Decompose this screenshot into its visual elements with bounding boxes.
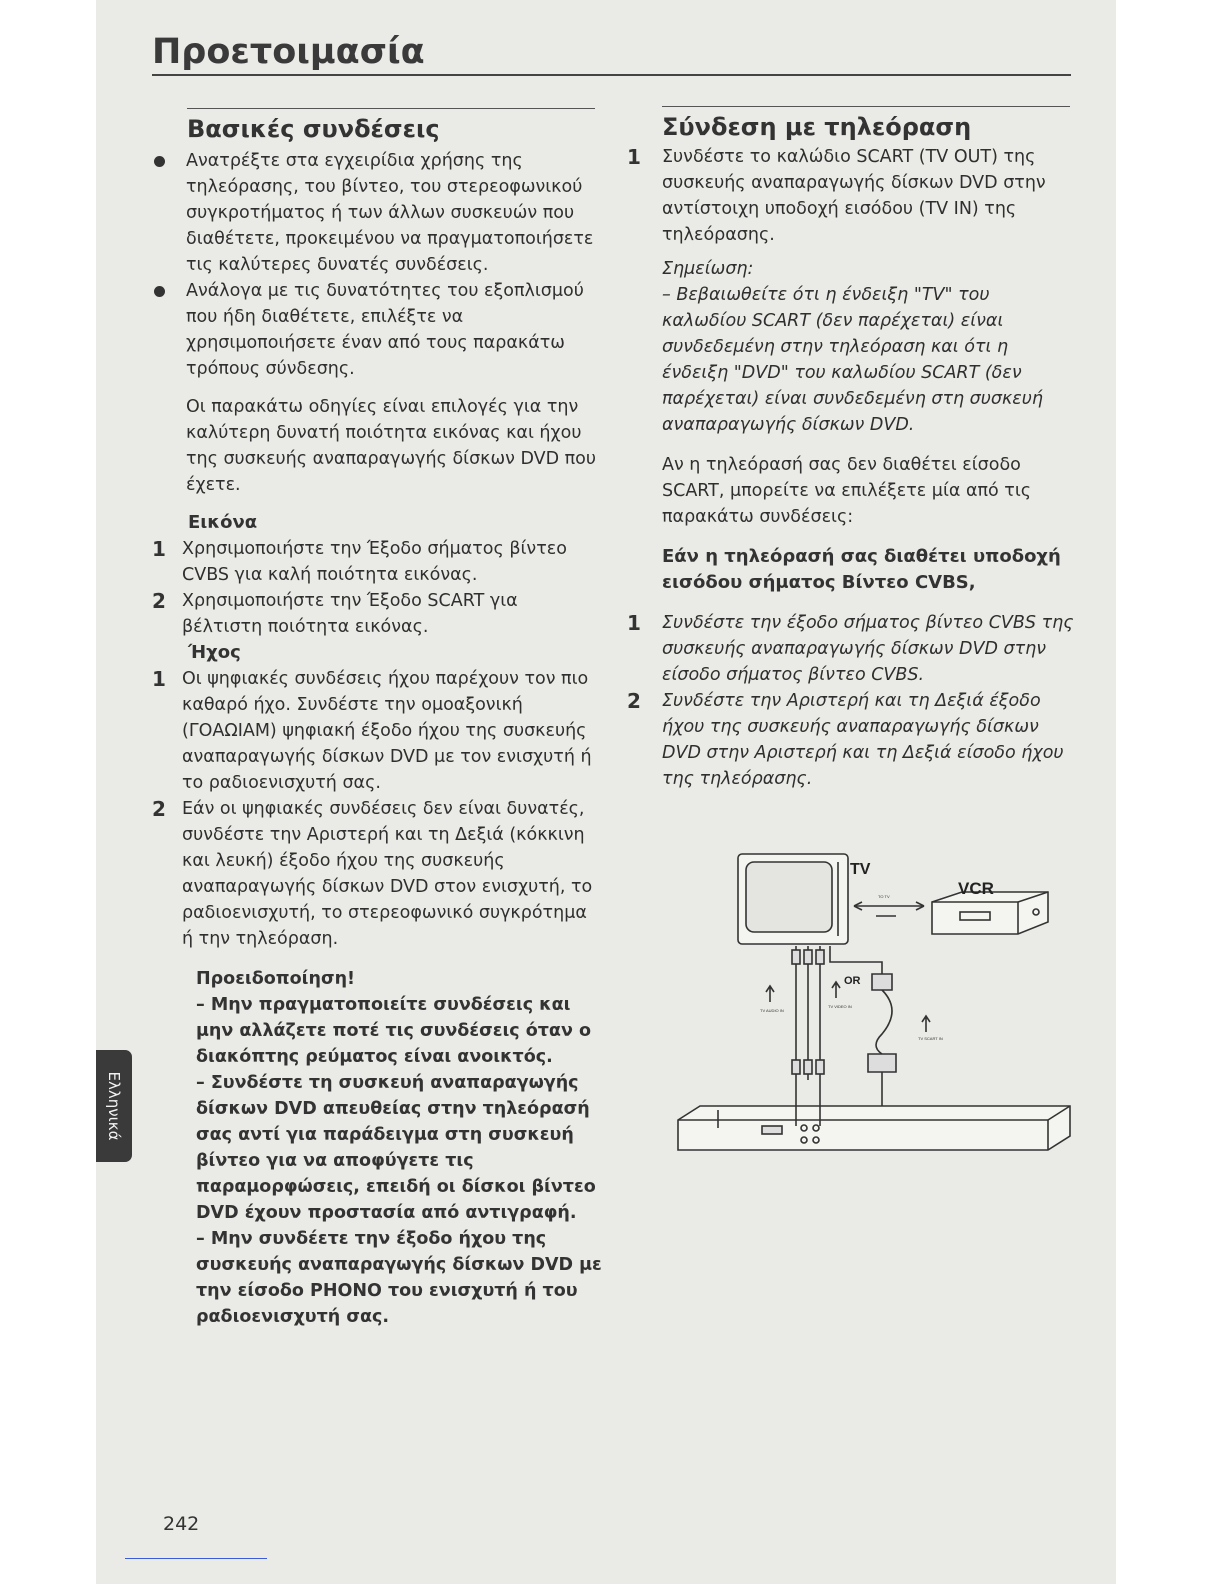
note-block [627, 256, 1075, 438]
cvbs-heading: Εάν η τηλεόρασή σας διαθέτει υποδοχή εισόδου σήματος Βίντεο CVBS, [662, 546, 1061, 593]
basic-connections-heading: Βασικές συνδέσεις [187, 115, 440, 143]
scart-in-label: TV SCART IN [918, 1036, 943, 1041]
left-column [152, 116, 602, 1330]
picture-item-2: 2 Χρησιμοποιήστε την Έξοδο SCART για βέλτιστη ποιότητα εικόνας. [152, 589, 518, 637]
left-heading-rule [187, 108, 595, 109]
language-tab [96, 1050, 132, 1162]
picture-heading: Εικόνα [188, 512, 258, 533]
page-number: 242 [163, 1513, 200, 1535]
scart-step-1: 1 Συνδέστε το καλώδιο SCART (TV OUT) της συσκευής αναπαραγωγής δίσκων DVD στην αντίστοιχη υποδοχή εισόδου (TV IN) της τηλεόρασης. [627, 145, 1046, 245]
bullet-item: Ανάλογα με τις δυνατότητες του εξοπλισμού που ήδη διαθέτετε, επιλέξτε να χρησιμοποιήσετε έναν από τους παρακάτω τρόπους σύνδεσης. [152, 278, 602, 382]
warning-heading: Προειδοποίηση! [196, 969, 356, 989]
note-text: – Βεβαιωθείτε ότι η ένδειξη "TV" του καλωδίου SCART (δεν παρέχεται) είναι συνδεδεμένη στην τηλεόραση και ότι η ένδειξη "DVD" του καλωδίου SCART (δεν παρέχεται) είναι συνδεδεμένη στη συσκευή αναπαραγωγής δίσκων DVD. [662, 285, 1043, 435]
rca-cables [792, 946, 824, 1080]
cvbs-step-2: 2 Συνδέστε την Αριστερή και τη Δεξιά έξοδο ήχου της συσκευής αναπαραγωγής δίσκων DVD στην Αριστερή και τη Δεξιά είσοδο ήχου της τηλεόρασης. [627, 689, 1064, 789]
bullet-item: Ανατρέξτε στα εγχειρίδια χρήσης της τηλεόρασης, του βίντεο, του στερεοφωνικού συγκροτήματος ή των άλλων συσκευών που διαθέτετε, προκειμένου να πραγματοποιήσετε τις καλύτερες δυνατές συνδέσεις. [152, 148, 602, 278]
page-title: Προετοιμασία [152, 32, 425, 72]
sound-item-2: 2 Εάν οι ψηφιακές συνδέσεις δεν είναι δυνατές, συνδέστε την Αριστερή και τη Δεξιά (κόκκινη και λευκή) έξοδο ήχου της συσκευής αναπαραγωγής δίσκων DVD στον ενισχυτή, το ραδιοενισχυτή, το στερεοφωνικό συγκρότημα ή την τηλεόραση. [152, 797, 593, 949]
right-column [627, 114, 1075, 792]
connection-diagram [670, 850, 1080, 1172]
video-in-label: TV VIDEO IN [828, 1004, 852, 1009]
no-scart-text: Αν η τηλεόρασή σας δεν διαθέτει είσοδο SCART, μπορείτε να επιλέξετε μία από τις παρακάτω συνδέσεις: [662, 455, 1032, 527]
or-label: OR [844, 975, 861, 987]
warning-line: – Μην πραγματοποιείτε συνδέσεις και μην αλλάζετε ποτέ τις συνδέσεις όταν ο διακόπτης ρεύματος είναι ανοικτός. [196, 995, 591, 1067]
vcr-label: VCR [958, 879, 994, 898]
picture-item-1: 1 Χρησιμοποιήστε την Έξοδο σήματος βίντεο CVBS για καλή ποιότητα εικόνας. [152, 537, 567, 585]
tv-illustration [738, 854, 848, 944]
vcr-illustration [932, 892, 1048, 934]
dvd-player-illustration [678, 1080, 1070, 1150]
bullet-icon [154, 156, 165, 167]
language-tab-label: Ελληνικά [105, 1071, 123, 1141]
bullet-icon [154, 286, 165, 297]
audio-in-label: TV AUDIO IN [760, 1008, 784, 1013]
footer-link-line [125, 1558, 267, 1559]
sound-item-1: 1 Οι ψηφιακές συνδέσεις ήχου παρέχουν τον πιο καθαρό ήχο. Συνδέστε την ομοαξονική (ΓΟΑΩΙΑΜ) ψηφιακή έξοδο ήχου της συσκευής αναπαραγωγής δίσκων DVD με τον ενισχυτή ή το ραδιοενισχυτή σας. [152, 667, 592, 793]
warning-line: – Μην συνδέετε την έξοδο ήχου της συσκευής αναπαραγωγής δίσκων DVD με την είσοδο PHONO του ενισχυτή ή του ραδιοενισχυτή σας. [196, 1229, 602, 1327]
tv-connection-heading: Σύνδεση με τηλεόραση [662, 113, 972, 141]
cvbs-step-1: 1 Συνδέστε την έξοδο σήματος βίντεο CVBS της συσκευής αναπαραγωγής δίσκων DVD στην είσοδο σήματος βίντεο CVBS. [627, 611, 1074, 685]
intro-text: Οι παρακάτω οδηγίες είναι επιλογές για την καλύτερη δυνατή ποιότητα εικόνας και ήχου της συσκευής αναπαραγωγής δίσκων DVD που έχετε. [186, 397, 597, 495]
title-rule [152, 74, 1071, 76]
sound-heading: Ήχος [188, 642, 241, 663]
right-heading-rule [662, 106, 1070, 107]
note-label: Σημείωση: [662, 259, 754, 279]
tv-label: TV [850, 861, 871, 878]
warning-line: – Συνδέστε τη συσκευή αναπαραγωγής δίσκων DVD απευθείας στην τηλεόρασή σας αντί για παράδειγμα στη συσκευή βίντεο για να αποφύγετε τις παραμορφώσεις, επειδή οι δίσκοι βίντεο DVD έχουν προστασία από αντιγραφή. [196, 1073, 596, 1223]
to-tv-label: TO TV [878, 894, 890, 899]
warning-block [152, 966, 602, 1330]
